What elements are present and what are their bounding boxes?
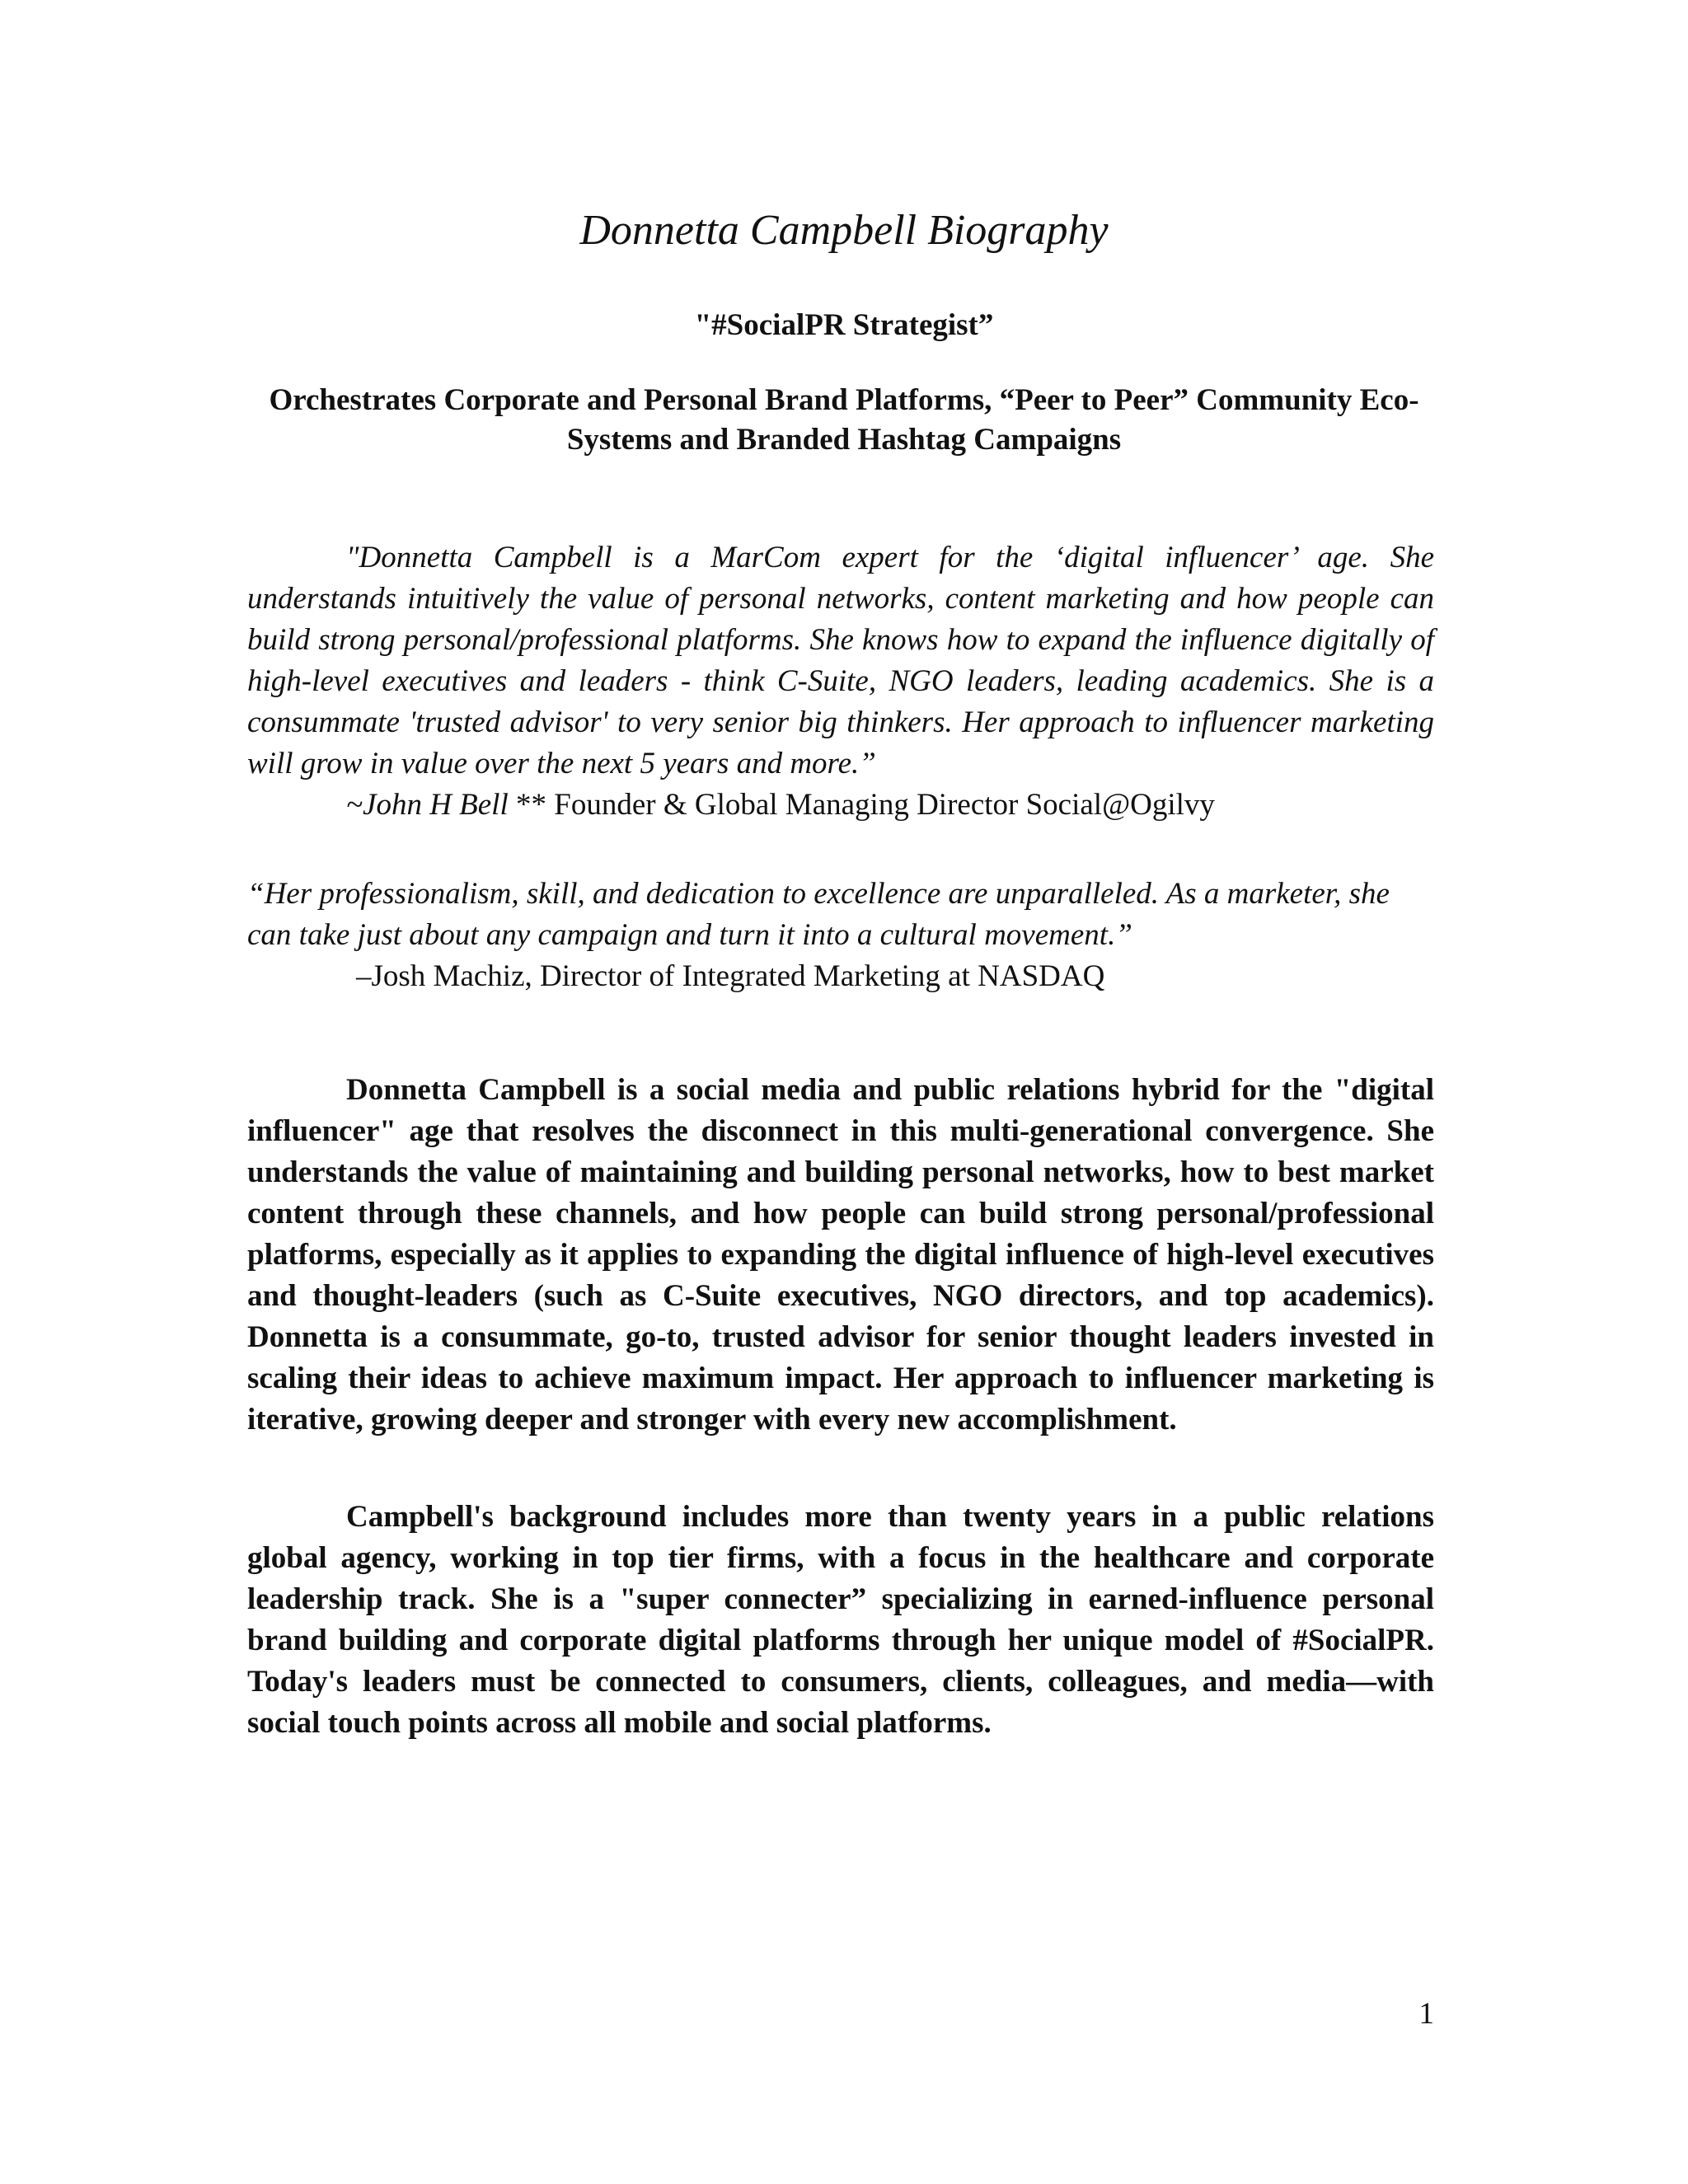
subtitle: "#SocialPR Strategist” <box>694 308 994 342</box>
attribution-role: ** Founder & Global Managing Director Social@Ogilvy <box>508 788 1215 822</box>
testimonial-quote: “Her professionalism, skill, and dedication to excellence are unparalleled. As a marketer, she can take just about any campaign and turn it into a cultural movement.” <box>247 877 1390 952</box>
page-number: 1 <box>1418 1997 1434 2031</box>
headline: Orchestrates Corporate and Personal Brand Platforms, “Peer to Peer” Community Eco-Systems and Branded Hashtag Campaigns <box>269 383 1419 457</box>
testimonial-quote: "Donnetta Campbell is a MarCom expert for the ‘digital influencer’ age. She understands intuitively the value of personal networks, content marketing and how people can build strong personal/professional platforms. She knows how to expand the influence digitally of high-level executives and leaders - think C-Suite, NGO leaders, leading academics. She is a consummate 'trusted advisor' to very senior big thinkers. Her approach to influencer marketing will grow in value over the next 5 years and more.” <box>247 541 1434 780</box>
bio-paragraph: Donnetta Campbell is a social media and public relations hybrid for the "digital influencer" age that resolves the disconnect in this multi-generational convergence. She understands the value of maintaining and building personal networks, how to best market content through these channels, and how people can build strong personal/professional platforms, especially as it applies to expanding the digital influence of high-level executives and thought-leaders (such as C-Suite executives, NGO directors, and top academics). Donnetta is a consummate, go-to, trusted advisor for senior thought leaders invested in scaling their ideas to achieve maximum impact. Her approach to influencer marketing is iterative, growing deeper and stronger with every new accomplishment. <box>247 1073 1434 1436</box>
attribution-name: ~John H Bell <box>346 788 509 822</box>
testimonial-attribution <box>346 785 1215 826</box>
testimonial-attribution: –Josh Machiz, Director of Integrated Marketing at NASDAQ <box>356 959 1105 993</box>
page-title: Donnetta Campbell Biography <box>579 207 1109 254</box>
bio-paragraph: Campbell's background includes more than twenty years in a public relations global agency, working in top tier firms, with a focus in the healthcare and corporate leadership track. She is a "super connecter” specializing in earned-influence personal brand building and corporate digital platforms through her unique model of #SocialPR. Today's leaders must be connected to consumers, clients, colleagues, and media—with social touch points across all mobile and social platforms. <box>247 1500 1434 1740</box>
